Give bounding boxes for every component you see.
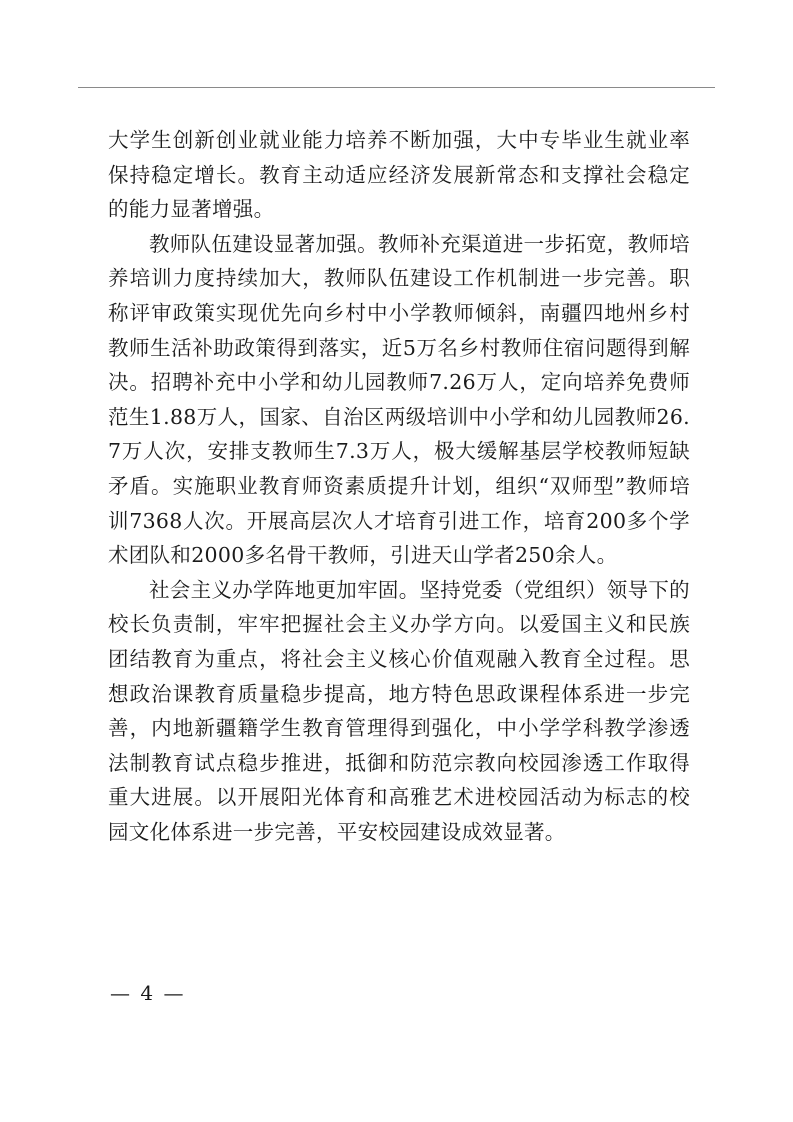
paragraph-3: 社会主义办学阵地更加牢固。坚持党委（党组织）领导下的校长负责制，牢牢把握社会主义办学方向。以爱国主义和民族团结教育为重点，将社会主义核心价值观融入教育全过程。思想政治课教育质量稳步提高，地方特色思政课程体系进一步完善，内地新疆籍学生教育管理得到强化，中小学学科教学渗透法制教育试点稳步推进，抵御和防范宗教向校园渗透工作取得重大进展。以开展阳光体育和高雅艺术进校园活动为标志的校园文化体系进一步完善，平安校园建设成效显著。: [108, 577, 690, 844]
paragraph-1: 大学生创新创业就业能力培养不断加强，大中专毕业生就业率保持稳定增长。教育主动适应经济发展新常态和支撑社会稳定的能力显著增强。: [108, 128, 690, 222]
header-rule: [78, 87, 715, 88]
body-text: [108, 123, 690, 849]
paragraph-2: 教师队伍建设显著加强。教师补充渠道进一步拓宽，教师培养培训力度持续加大，教师队伍建设工作机制进一步完善。职称评审政策实现优先向乡村中小学教师倾斜，南疆四地州乡村教师生活补助政策得到落实，近5万名乡村教师住宿问题得到解决。招聘补充中小学和幼儿园教师7.26万人，定向培养免费师范生1.88万人，国家、自治区两级培训中小学和幼儿园教师26.7万人次，安排支教师生7.3万人，极大缓解基层学校教师短缺矛盾。实施职业教育师资素质提升计划，组织“双师型”教师培训7368人次。开展高层次人才培育引进工作，培育200多个学术团队和2000多名骨干教师，引进天山学者250余人。: [108, 231, 690, 568]
page-number: — 4 —: [110, 981, 186, 1005]
